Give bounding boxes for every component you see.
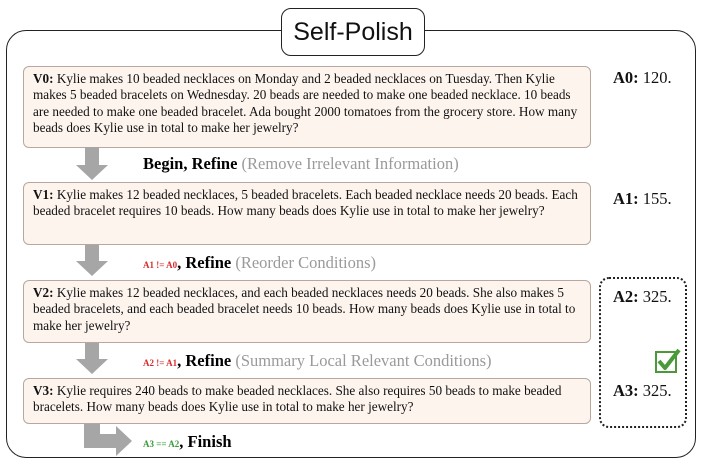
step-4: [143, 432, 232, 452]
answer-a1: [613, 189, 672, 209]
answer-value-a3: 325.: [642, 381, 672, 400]
version-box-v2: [23, 280, 591, 343]
answer-value-a1: 155.: [642, 189, 672, 208]
version-box-v0: [23, 66, 591, 148]
version-label-v1: V1:: [33, 187, 54, 202]
version-text-v3: Kylie requires 240 beads to make beaded necklaces. She also requires 50 beads to make beaded bracelets. How many beads does Kylie use in total to make her jewelry?: [33, 383, 562, 415]
step-3: [143, 351, 492, 371]
answer-a3: [613, 381, 672, 401]
step-2: [143, 253, 376, 273]
step-compare-4: A3 == A2: [143, 439, 180, 449]
version-label-v0: V0:: [33, 71, 54, 86]
answer-label-a1: A1:: [613, 189, 639, 208]
step-1: [143, 154, 459, 174]
version-text-v0: Kylie makes 10 beaded necklaces on Monday and 2 beaded necklaces on Tuesday. Then Kylie makes 5 beaded bracelets on Wednesday. 20 beads are needed to make one beaded necklace. 10 beads are needed to make one beaded bracelet. Ada bought 2000 tomatoes from the grocery store. How many beads does Kylie use in total to make her jewelry?: [33, 71, 578, 136]
version-label-v3: V3:: [33, 383, 54, 398]
version-box-v1: [23, 182, 591, 245]
check-mark-icon: [655, 347, 681, 373]
title-text: Self-Polish: [293, 17, 413, 46]
version-text-v2: Kylie makes 12 beaded necklaces, and each beaded necklaces needs 20 beads. She also makes 5 beaded bracelets, and each beaded bracelet needs 10 beads. How many beads does Kylie use in total to make her jewelry?: [33, 285, 576, 333]
answer-value-a2: 325.: [642, 287, 672, 306]
step-detail-1: (Remove Irrelevant Information): [241, 154, 459, 173]
right-arrow-icon: [84, 424, 134, 458]
down-arrow-icon: [75, 343, 109, 375]
version-text-v1: Kylie makes 12 beaded necklaces, 5 beaded bracelets. Each beaded necklace needs 20 beads. Each beaded bracelet requires 10 beads. How many beads does Kylie use in total to make her jewelry?: [33, 187, 578, 219]
step-detail-3: (Summary Local Relevant Conditions): [235, 351, 492, 370]
version-label-v2: V2:: [33, 285, 54, 300]
answer-a0: [613, 68, 672, 88]
version-box-v3: [23, 378, 591, 424]
step-op-2: , Refine: [177, 253, 232, 272]
answer-a2: [613, 287, 672, 307]
step-detail-2: (Reorder Conditions): [235, 253, 377, 272]
answer-label-a3: A3:: [613, 381, 639, 400]
down-arrow-icon: [75, 147, 109, 181]
answer-label-a0: A0:: [613, 68, 639, 87]
step-op-4: , Finish: [179, 432, 232, 451]
answer-label-a2: A2:: [613, 287, 639, 306]
step-compare-3: A2 != A1: [143, 358, 178, 368]
step-compare-2: A1 != A0: [143, 260, 178, 270]
diagram-title: [281, 8, 425, 56]
step-op-1: Begin, Refine: [143, 154, 238, 173]
step-op-3: , Refine: [177, 351, 232, 370]
down-arrow-icon: [75, 245, 109, 277]
answer-value-a0: 120.: [642, 68, 672, 87]
